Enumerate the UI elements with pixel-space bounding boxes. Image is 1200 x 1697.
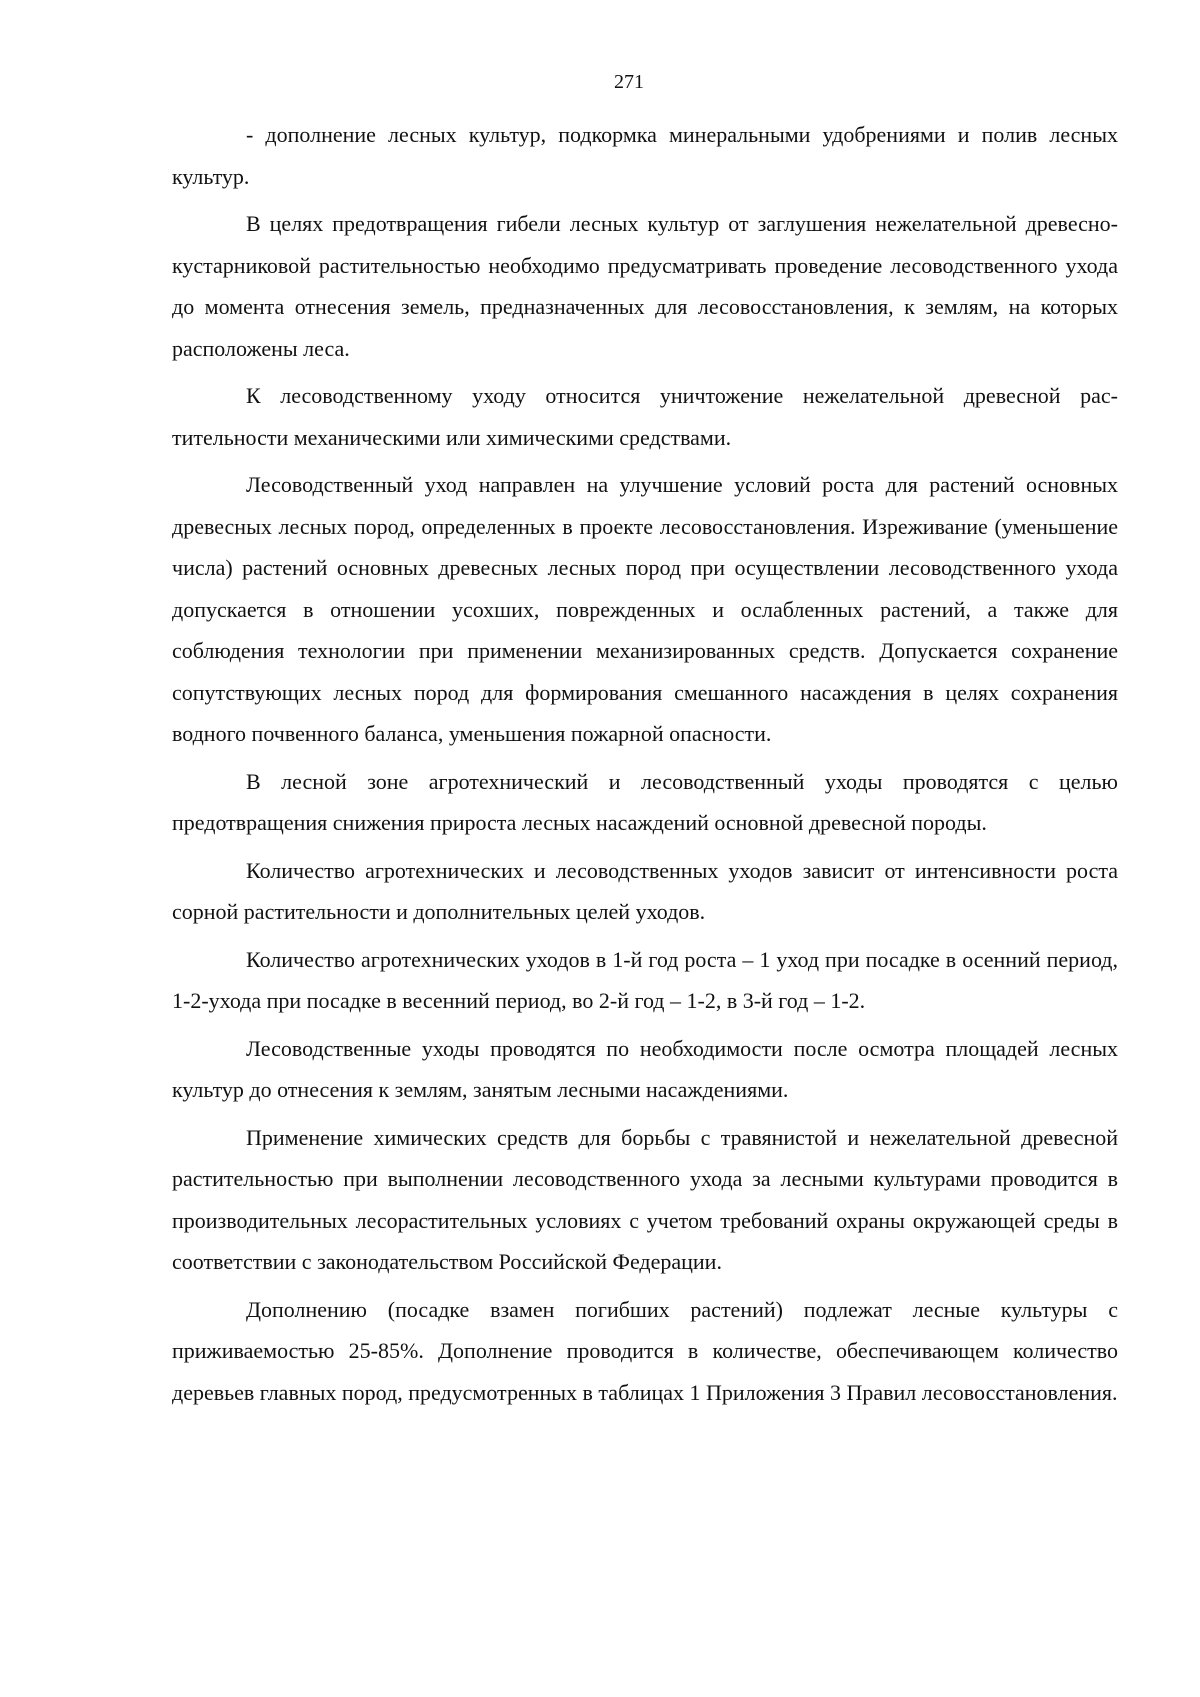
paragraph-care-count-factors: Количество агротехнических и лесоводственных уходов зависит от интенсивности роста сорной растительности и дополнительных целей уходов. <box>172 857 1118 924</box>
paragraph-replenishment-rules: Дополнению (посадке взамен погибших растений) подлежат лесные культуры с приживаемостью 25-85%. Дополнение проводится в количестве, обеспечивающем количество деревьев главных пород, предусмотренных в таблицах 1 Приложения 3 Правил лесовосстановления. <box>172 1296 1118 1405</box>
paragraph-care-as-needed: Лесоводственные уходы проводятся по необходимости после осмотра площадей лесных культур до отнесения к землям, занятым лесными насаждениями. <box>172 1035 1118 1102</box>
paragraph-agrotechnical-care-count: Количество агротехнических уходов в 1-й год роста – 1 уход при посадке в осенний период, 1-2-ухода при посадке в весенний период, во 2-й год – 1-2, в 3-й год – 1-2. <box>172 946 1118 1013</box>
document-body <box>172 114 1118 1419</box>
paragraph-prevent-crop-death: В целях предотвращения гибели лесных культур от заглушения нежелательной древесно-кустарниковой растительностью необходимо предусматривать проведение лесоводственного ухода до момента отнесения земель, предназначенных для лесовосстановления, к землям, на которых расположены леса. <box>172 211 1118 361</box>
paragraph-chemical-means: Применение химических средств для борьбы с травянистой и нежелательной древесной растительностью при выполнении лесоводственного ухода за лесными культурами проводится в производительных лесорастительных условиях с учетом требований охраны окружающей среды в соответствии с законодательством Российской Федерации. <box>172 1124 1118 1274</box>
paragraph-silvicultural-care-purpose: Лесоводственный уход направлен на улучшение условий роста для растений основных древесных лесных пород, определенных в проекте лесовосстановления. Изреживание (уменьшение числа) растений основных древесных лесных пород при осуществлении лесоводственного ухода допускается в отношении усохших, поврежденных и ослабленных растений, а также для соблюдения технологии при применении механизированных средств. Допускается сохранение сопутствующих лесных пород для формирования смешанного насаждения в целях сохранения водного почвенного баланса, уменьшения пожарной опасности. <box>172 472 1118 746</box>
page-number: 271 <box>614 71 644 93</box>
paragraph-forest-zone-care: В лесной зоне агротехнический и лесоводственный уходы проводятся с целью предотвращения снижения прироста лесных насаждений основной древесной породы. <box>172 768 1118 835</box>
paragraph-silvicultural-care-definition: К лесоводственному уходу относится уничтожение нежелательной древесной растительности механическими или химическими средствами. <box>172 383 1118 450</box>
paragraph-replenishment-item: - дополнение лесных культур, подкормка минеральными удобрениями и полив лесных культур. <box>172 122 1118 189</box>
